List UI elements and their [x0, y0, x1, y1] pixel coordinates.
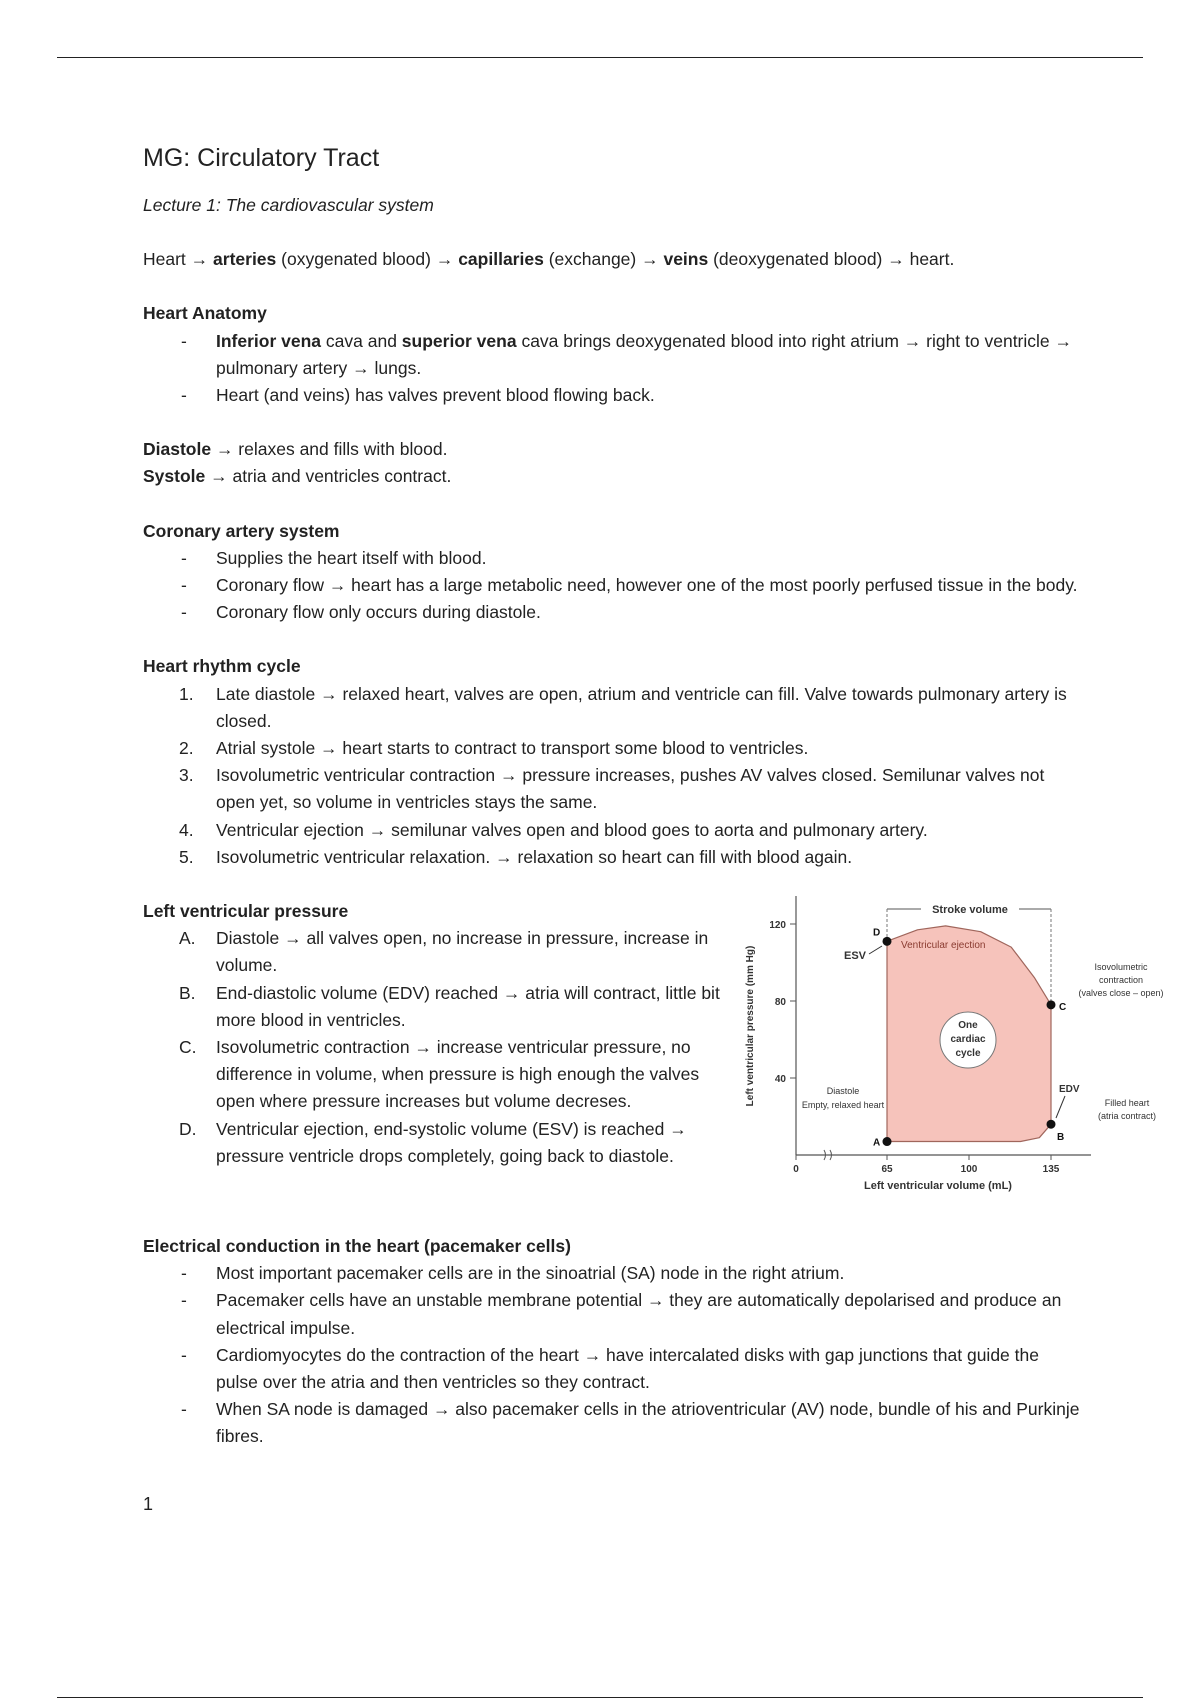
section: [143, 1233, 1083, 1451]
bold-term: superior vena: [401, 330, 517, 351]
isovolumetric-label: (valves close – open): [1078, 988, 1164, 999]
section-heading-line: [143, 300, 1083, 327]
list-item: [143, 1116, 728, 1170]
pv-loop-figure: [733, 886, 1173, 1206]
page-title: MG: Circulatory Tract: [143, 144, 380, 172]
spacer: [143, 626, 1083, 653]
isovolumetric-label: contraction: [1098, 975, 1144, 986]
definition-line: [143, 436, 1083, 463]
section: [143, 653, 1083, 871]
section-heading-line: [143, 1233, 1083, 1260]
diastole-label: Diastole: [826, 1086, 860, 1097]
x-tick-label: 65: [881, 1164, 893, 1176]
text-run: When SA node is damaged → also pacemaker cells in the atrioventricular (AV) node, bundle of his and Purkinje fibres.: [216, 1399, 1080, 1447]
section-heading: Heart rhythm cycle: [143, 656, 301, 677]
section-heading: Electrical conduction in the heart (pacemaker cells): [143, 1236, 571, 1257]
text-run: Supplies the heart itself with blood.: [216, 547, 487, 568]
center-label: cardiac: [950, 1034, 986, 1046]
bold-term: Systole: [143, 466, 206, 487]
page-number: 1: [143, 1493, 154, 1514]
list-item: [143, 1287, 1083, 1341]
lecture-subtitle: Lecture 1: The cardiovascular system: [143, 195, 434, 215]
text-run: Isovolumetric ventricular relaxation. → relaxation so heart can fill with blood again.: [216, 846, 853, 867]
intro-paragraph: [143, 246, 1083, 273]
text-run: Most important pacemaker cells are in the sinoatrial (SA) node in the right atrium.: [216, 1263, 845, 1284]
spacer: [143, 409, 1083, 436]
list-item: [143, 572, 1083, 599]
text-run: Diastole → all valves open, no increase in pressure, increase in volume.: [216, 928, 709, 976]
spacer: [143, 273, 1083, 300]
list-marker: C.: [179, 1037, 197, 1058]
section-list: [143, 681, 1083, 871]
text-run: Heart (and veins) has valves prevent blood flowing back.: [216, 385, 655, 406]
list-item: [143, 980, 728, 1034]
stroke-volume-label: Stroke volume: [932, 904, 1008, 917]
x-tick-label: 135: [1042, 1164, 1060, 1176]
list-marker: -: [181, 602, 187, 623]
isovolumetric-label: Isovolumetric: [1094, 962, 1148, 973]
bottom-rule: [57, 1697, 1143, 1698]
text-run: Isovolumetric contraction → increase ventricular pressure, no difference in volume, when pressure is high enough the valves open where pressure increases but volume decreses.: [216, 1037, 700, 1112]
bold-term: Inferior vena: [216, 330, 322, 351]
list-item: [143, 382, 1083, 409]
list-item: [143, 844, 1083, 871]
list-item: [143, 681, 1083, 735]
data-point: [1047, 1120, 1056, 1129]
list-marker: -: [181, 575, 187, 596]
diastole-label: Empty, relaxed heart: [801, 1100, 885, 1111]
data-point: [883, 1137, 892, 1146]
list-marker: 5.: [179, 846, 194, 867]
list-item: [143, 545, 1083, 572]
list-item: [143, 1034, 728, 1116]
section: [143, 436, 1083, 490]
section-heading: Left ventricular pressure: [143, 901, 349, 922]
x-axis-label: Left ventricular volume (mL): [864, 1180, 1012, 1193]
list-item: [143, 817, 1083, 844]
text-run: Coronary flow → heart has a large metabolic need, however one of the most poorly perfused tissue in the body.: [216, 575, 1078, 596]
filled-heart-label: Filled heart: [1104, 1098, 1150, 1109]
text-run: Late diastole → relaxed heart, valves are open, atrium and ventricle can fill. Valve towards pulmonary artery is closed.: [216, 683, 1067, 731]
section-heading: Coronary artery system: [143, 520, 340, 541]
esv-label: ESV: [843, 950, 867, 963]
document-body: [143, 140, 1164, 1518]
data-point: [1047, 1000, 1056, 1009]
list-item: [143, 1342, 1083, 1396]
definition-line: [143, 463, 1083, 490]
bold-term: arteries: [213, 249, 277, 270]
ejection-label: Ventricular ejection: [901, 940, 986, 952]
text-run: Ventricular ejection → semilunar valves open and blood goes to aorta and pulmonary artery.: [216, 819, 928, 840]
list-item: [143, 925, 728, 979]
section-heading-line: [143, 653, 1083, 680]
y-axis-label: Left ventricular pressure (mm Hg): [745, 945, 756, 1107]
text-run: Ventricular ejection, end-systolic volume (ESV) is reached → pressure ventricle drops completely, going back to diastole.: [216, 1118, 687, 1166]
list-marker: -: [181, 385, 187, 406]
list-marker: 3.: [179, 765, 194, 786]
center-label: cycle: [955, 1048, 981, 1060]
list-marker: 4.: [179, 819, 194, 840]
list-marker: A.: [179, 928, 196, 949]
list-marker: -: [181, 1263, 187, 1284]
text-run: (oxygenated blood) →: [276, 249, 459, 270]
point-label: C: [1059, 1001, 1067, 1013]
y-tick-label: 120: [769, 920, 786, 932]
section: [143, 300, 1083, 409]
section-list: [143, 328, 1083, 410]
data-point: [883, 937, 892, 946]
center-label: One: [958, 1020, 978, 1032]
sections: [143, 273, 1164, 1450]
spacer: [143, 1206, 1083, 1233]
spacer: [143, 491, 1083, 518]
text-run: Pacemaker cells have an unstable membrane potential → they are automatically depolarised and produce an electrical impulse.: [216, 1290, 1062, 1338]
point-label: A: [873, 1137, 881, 1149]
list-item: [143, 1396, 1083, 1450]
text-run: (deoxygenated blood) → heart.: [708, 249, 955, 270]
bold-term: veins: [663, 249, 709, 270]
list-marker: -: [181, 330, 187, 351]
text-run: cava brings deoxygenated blood into right atrium → right to ventricle → pulmonary artery → lungs.: [216, 330, 1073, 378]
text-run: Heart →: [143, 249, 214, 270]
filled-heart-label: (atria contract): [1097, 1111, 1157, 1122]
section-heading-line: [143, 518, 1083, 545]
x-tick-label: 0: [793, 1164, 799, 1176]
list-marker: D.: [179, 1118, 197, 1139]
list-marker: 1.: [179, 683, 194, 704]
list-item: [143, 735, 1083, 762]
point-label: D: [873, 927, 881, 939]
text-run: → atria and ventricles contract.: [205, 466, 452, 487]
point-label: B: [1057, 1132, 1065, 1144]
section: [143, 518, 1083, 627]
section-list: [143, 545, 1083, 627]
text-run: Coronary flow only occurs during diastole.: [216, 602, 541, 623]
section: [143, 898, 1164, 1206]
list-item: [143, 328, 1083, 382]
list-item: [143, 762, 1083, 816]
list-marker: 2.: [179, 738, 194, 759]
text-run: Atrial systole → heart starts to contract to transport some blood to ventricles.: [216, 738, 809, 759]
list-item: [143, 1260, 1083, 1287]
y-tick-label: 80: [774, 997, 786, 1009]
text-run: Cardiomyocytes do the contraction of the heart → have intercalated disks with gap junctions that guide the pulse over the atria and then ventricles so they contract.: [216, 1344, 1039, 1393]
list-marker: -: [181, 547, 187, 568]
list-marker: B.: [179, 982, 196, 1003]
edv-label: EDV: [1059, 1084, 1080, 1096]
pv-loop-chart: [733, 886, 1173, 1206]
text-run: Isovolumetric ventricular contraction → pressure increases, pushes AV valves closed. Semilunar valves not open yet, so volume in ventricles stays the same.: [216, 765, 1045, 813]
text-run: cava and: [321, 330, 402, 351]
text-run: → relaxes and fills with blood.: [211, 439, 448, 460]
esv-arrow: [869, 946, 882, 954]
text-run: (exchange) →: [543, 249, 664, 270]
bold-term: Diastole: [143, 439, 212, 460]
section-heading: Heart Anatomy: [143, 303, 267, 324]
list-marker: -: [181, 1290, 187, 1311]
top-rule: [57, 57, 1143, 58]
list-marker: -: [181, 1344, 187, 1365]
bold-term: capillaries: [458, 249, 544, 270]
y-tick-label: 40: [774, 1074, 786, 1086]
edv-arrow: [1056, 1096, 1065, 1118]
list-item: [143, 599, 1083, 626]
list-marker: -: [181, 1399, 187, 1420]
text-run: End-diastolic volume (EDV) reached → atria will contract, little bit more blood in ventricles.: [216, 982, 720, 1030]
x-tick-label: 100: [960, 1164, 978, 1176]
section-list: [143, 1260, 1083, 1450]
